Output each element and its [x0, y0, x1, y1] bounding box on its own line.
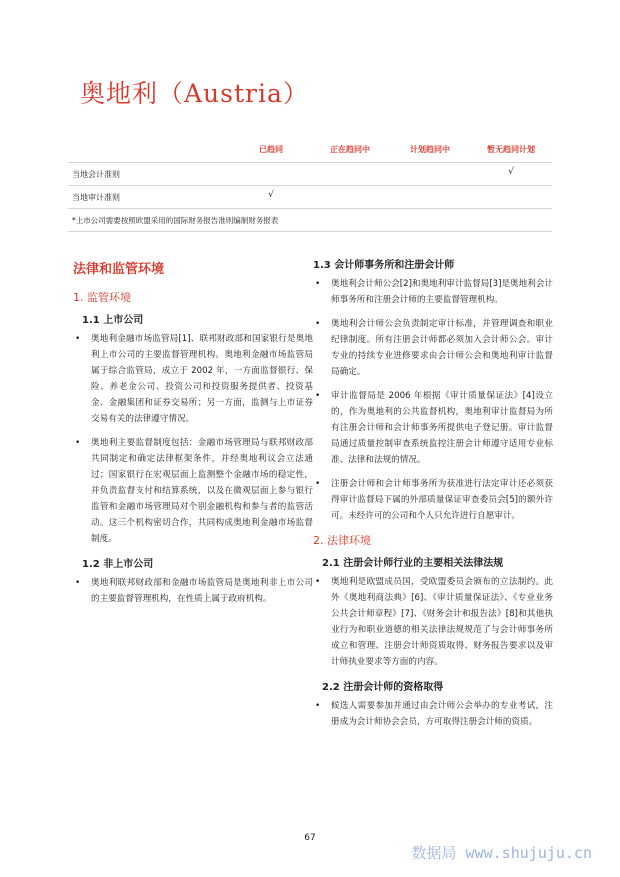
- list-item: [313, 388, 553, 468]
- list-item: [313, 574, 553, 670]
- bullet-icon: •: [315, 279, 321, 289]
- list-laws: [313, 574, 553, 670]
- subsection-regulatory: 1. 监管环境: [73, 291, 131, 304]
- table-note: [68, 209, 552, 232]
- list-item: [313, 476, 553, 524]
- table-row: [68, 163, 552, 186]
- row-label: 当地会计准则: [72, 170, 120, 179]
- list-item: [73, 331, 313, 427]
- list-item-text: 候选人需要参加并通过由会计师公会举办的专业考试，注册成为会计师协会会员，方可取得注册会计师的资质。: [331, 701, 553, 727]
- table-row: [68, 186, 552, 209]
- list-item: [313, 316, 553, 380]
- list-item: [313, 698, 553, 730]
- bullet-icon: •: [315, 391, 321, 401]
- check-mark: √: [268, 190, 274, 200]
- watermark: 数据局 www.shujuju.cn: [411, 844, 592, 862]
- table-note-text: *上市公司需要按照欧盟采用的国际财务报告准则编制财务报表: [72, 216, 279, 225]
- list-item: [73, 435, 313, 547]
- page-number: 67: [304, 833, 316, 843]
- heading-laws: 2.1 注册会计师行业的主要相关法律法规: [322, 558, 504, 569]
- list-item-text: 注册会计师和会计师事务所为获准进行法定审计还必须获得审计监督局下属的外部质量保证审查委员会[5]的额外许可。未经许可的公司和个人只允许进行自愿审计。: [331, 479, 553, 521]
- list-item-text: 奥地利是欧盟成员国，受欧盟委员会颁布的立法制约。此外《奥地利商法典》[6]、《审计质量保证法》、《专业业务公共会计师章程》[7]、《财务会计和报告法》[8]和其他执业行为和职业道德的相关法律法规规范了与会计师事务所成立和管理、注册会计师资质取得、财务报告要求以及审计师执业要求等方面的内容。: [331, 577, 553, 667]
- bullet-icon: •: [315, 479, 321, 489]
- right-column: [313, 256, 553, 738]
- header-no-plan: 暂无趋同计划: [487, 145, 535, 154]
- heading-qualification: 2.2 注册会计师的资格取得: [322, 682, 444, 693]
- bullet-icon: •: [315, 701, 321, 711]
- table-header: [68, 142, 552, 163]
- list-item-text: 奥地利联邦财政部和金融市场监管局是奥地利非上市公司的主要监督管理机构，在性质上属于政府机构。: [91, 578, 313, 604]
- bullet-icon: •: [75, 438, 81, 448]
- left-column: [73, 258, 313, 615]
- heading-unlisted-companies: 1.2 非上市公司: [82, 559, 154, 570]
- heading-listed-companies: 1.1 上市公司: [82, 315, 144, 326]
- bullet-icon: •: [315, 577, 321, 587]
- list-item-text: 奥地利主要监督制度包括：金融市场管理局与联邦财政部共同制定和确定法律框架条件，并经奥地利议会立法通过；国家银行在宏观层面上监测整个金融市场的稳定性，并负责监督支付和结算系统，以及在微观层面上参与银行监管和金融市场管理局对个别金融机构和参与者的监管活动。这三个机构密切合作，共同构成奥地利金融市场监督制度。: [91, 438, 313, 544]
- list-item: [73, 575, 313, 607]
- check-mark: √: [508, 167, 514, 177]
- bullet-icon: •: [75, 578, 81, 588]
- header-converging: 正在趋同中: [330, 145, 370, 154]
- list-item-text: 审计监督局是 2006 年根据《审计质量保证法》[4]设立的，作为奥地利的公共监督机构，奥地利审计监督局为所有注册会计师和会计师事务所提供电子登记册。审计监督局通过质量控制审查系统监控注册会计师遵守适用专业标准、法律和法规的情况。: [331, 391, 553, 465]
- subsection-legal: 2. 法律环境: [313, 534, 371, 547]
- page-title: 奥地利（Austria）: [80, 79, 309, 108]
- list-firms-and-cpas: [313, 276, 553, 524]
- list-listed-companies: [73, 331, 313, 547]
- section-title: 法律和监管环境: [73, 262, 165, 277]
- header-planned: 计划趋同中: [410, 145, 450, 154]
- list-unlisted-companies: [73, 575, 313, 607]
- convergence-status-table: [68, 142, 552, 232]
- list-qualification: [313, 698, 553, 730]
- heading-firms-and-cpas: 1.3 会计师事务所和注册会计师: [313, 260, 455, 271]
- bullet-icon: •: [315, 319, 321, 329]
- list-item: [313, 276, 553, 308]
- header-converged: 已趋同: [259, 145, 283, 154]
- list-item-text: 奥地利会计师公会负责制定审计标准，并管理调查和职业纪律制度。所有注册会计师都必须加入会计师公会。审计专业的持续专业进修要求由会计师公会和奥地利审计监督局确定。: [331, 319, 553, 377]
- list-item-text: 奥地利金融市场监管局[1]、联邦财政部和国家银行是奥地利上市公司的主要监督管理机构。奥地利金融市场监管局属于综合监管局，成立于 2002 年，一方面监督银行、保险、养老金公司、投资公司和投资服务提供者、投资基金、金融集团和证券交易所；另一方面，监测与上市证券交易有关的法律遵守情况。: [91, 334, 313, 424]
- bullet-icon: •: [75, 334, 81, 344]
- list-item-text: 奥地利会计师公会[2]和奥地利审计监督局[3]是奥地利会计师事务所和注册会计师的主要监督管理机构。: [331, 279, 554, 305]
- row-label: 当地审计准则: [72, 193, 120, 202]
